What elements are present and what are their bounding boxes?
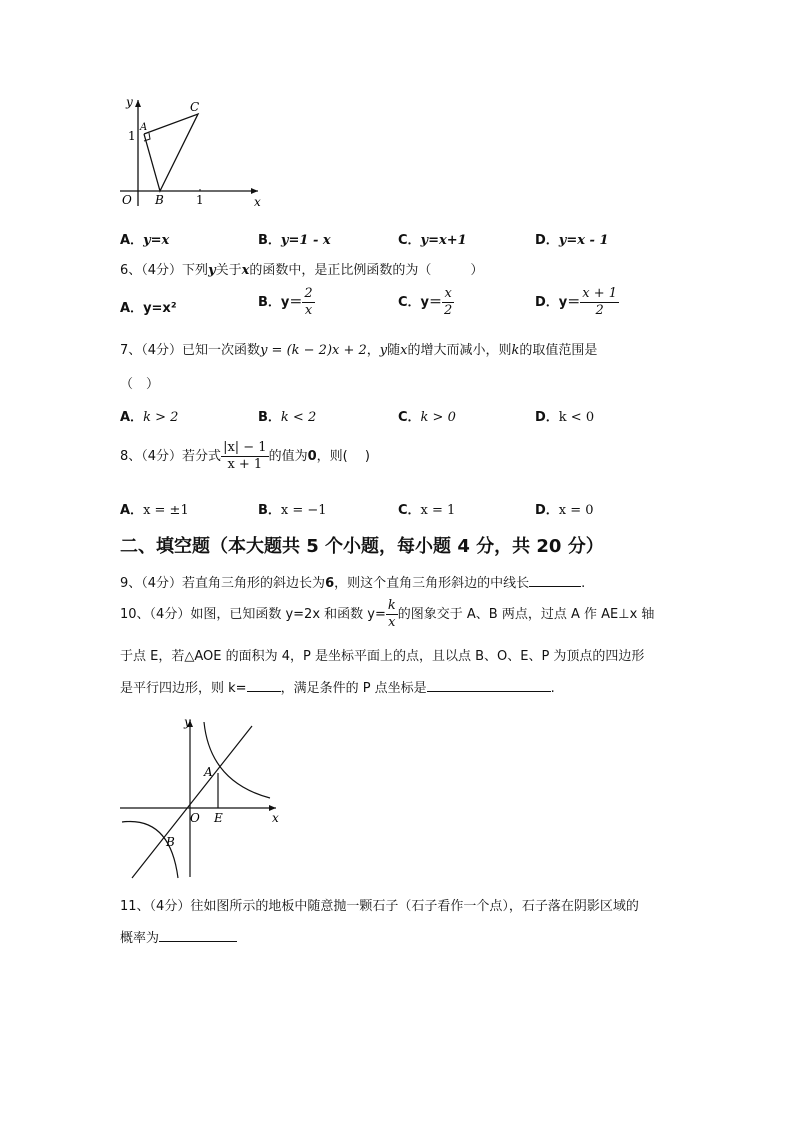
q7-option-a[interactable]: A．k > 2 bbox=[120, 410, 179, 425]
fig1-a-label: A bbox=[140, 122, 148, 133]
q11-line2: 概率为 bbox=[120, 927, 237, 946]
q8-option-d[interactable]: D．x = 0 bbox=[535, 503, 594, 518]
q10-k-blank[interactable] bbox=[247, 679, 281, 692]
fig2-x-label: x bbox=[272, 811, 279, 825]
q7-option-c[interactable]: C．k > 0 bbox=[398, 410, 456, 425]
fig2-b-label: B bbox=[166, 835, 175, 849]
q8-option-c[interactable]: C．x = 1 bbox=[398, 503, 456, 518]
fig1-b-label: B bbox=[155, 193, 164, 207]
q9-answer-blank[interactable] bbox=[529, 574, 581, 587]
fig2-e-label: E bbox=[214, 811, 223, 825]
line-y-2x bbox=[132, 726, 252, 878]
fig1-y-label: y bbox=[126, 95, 133, 109]
fig1-origin-label: O bbox=[122, 193, 132, 207]
q5-option-c[interactable]: C．y=x+1 bbox=[398, 233, 467, 248]
section-fill-in-title: 二、填空题（本大题共 5 个小题，每小题 4 分，共 20 分） bbox=[120, 536, 604, 557]
triangle-abc bbox=[144, 114, 198, 191]
q10-p-blank[interactable] bbox=[427, 679, 551, 692]
q5-option-a[interactable]: A．y=x bbox=[120, 233, 170, 248]
q7-stem: 7、（4分）已知一次函数y = (k − 2)x + 2，y随x的增大而减小，则k的取值范围是 bbox=[120, 343, 598, 358]
q10-line3: 是平行四边形，则 k= ，满足条件的 P 点坐标是 . bbox=[120, 681, 555, 696]
fig2-a-label: A bbox=[204, 765, 213, 779]
q7-option-d[interactable]: D．k < 0 bbox=[535, 410, 595, 425]
q7-option-b[interactable]: B．k < 2 bbox=[258, 410, 317, 425]
q7-paren: （ ） bbox=[120, 377, 160, 392]
q8-stem: 8、（4分）若分式 $\frac{|x| - 1}{x + 1}$ 的值为0，则( ) bbox=[120, 440, 370, 472]
fig1-c-label: C bbox=[190, 100, 200, 114]
q5-option-b[interactable]: B．y=1 - x bbox=[258, 233, 331, 248]
fig2-y-label: y bbox=[184, 715, 191, 729]
figure-triangle-abc bbox=[112, 94, 272, 212]
q8-option-a[interactable]: A．x = ±1 bbox=[120, 503, 189, 518]
figure-hyperbola-line bbox=[112, 712, 292, 882]
fig1-x-label: x bbox=[254, 195, 261, 209]
q11-answer-blank[interactable] bbox=[159, 929, 237, 942]
q5-option-d[interactable]: D．y=x - 1 bbox=[535, 233, 609, 248]
q6-stem: 6、（4分）下列y关于x的函数中，是正比例函数的为（ ） bbox=[120, 263, 484, 278]
q10-line2: 于点 E，若△AOE 的面积为 4，P 是坐标平面上的点，且以点 B、O、E、P 为顶点的四边形 bbox=[120, 649, 645, 664]
hyperbola-branch-1 bbox=[204, 722, 270, 798]
q9-stem: 9、（4分）若直角三角形的斜边长为6，则这个直角三角形斜边的中线长 . bbox=[120, 576, 586, 591]
fig1-y-one: 1 bbox=[128, 129, 136, 143]
q6-option-c[interactable]: C．y＝ $\frac{x}{2}$ bbox=[398, 286, 453, 318]
q6-option-b[interactable]: B．y＝ $\frac{2}{x}$ bbox=[258, 286, 313, 318]
fig2-origin-label: O bbox=[190, 811, 200, 825]
q8-option-b[interactable]: B．x = −1 bbox=[258, 503, 327, 518]
q6-option-a[interactable]: A．y=x² bbox=[120, 301, 177, 316]
q6-option-d[interactable]: D．y＝ $\frac{x + 1}{2}$ bbox=[535, 286, 618, 318]
fig1-x-one: 1 bbox=[196, 193, 204, 207]
q11-line1: 11、（4分）往如图所示的地板中随意抛一颗石子（石子看作一个点），石子落在阴影区域的 bbox=[120, 899, 639, 914]
q10-line1: 10、（4分）如图，已知函数 y=2x 和函数 y= $\frac{k}{x}$ 的图象交于 A、B 两点，过点 A 作 AE⊥x 轴 bbox=[120, 598, 655, 630]
